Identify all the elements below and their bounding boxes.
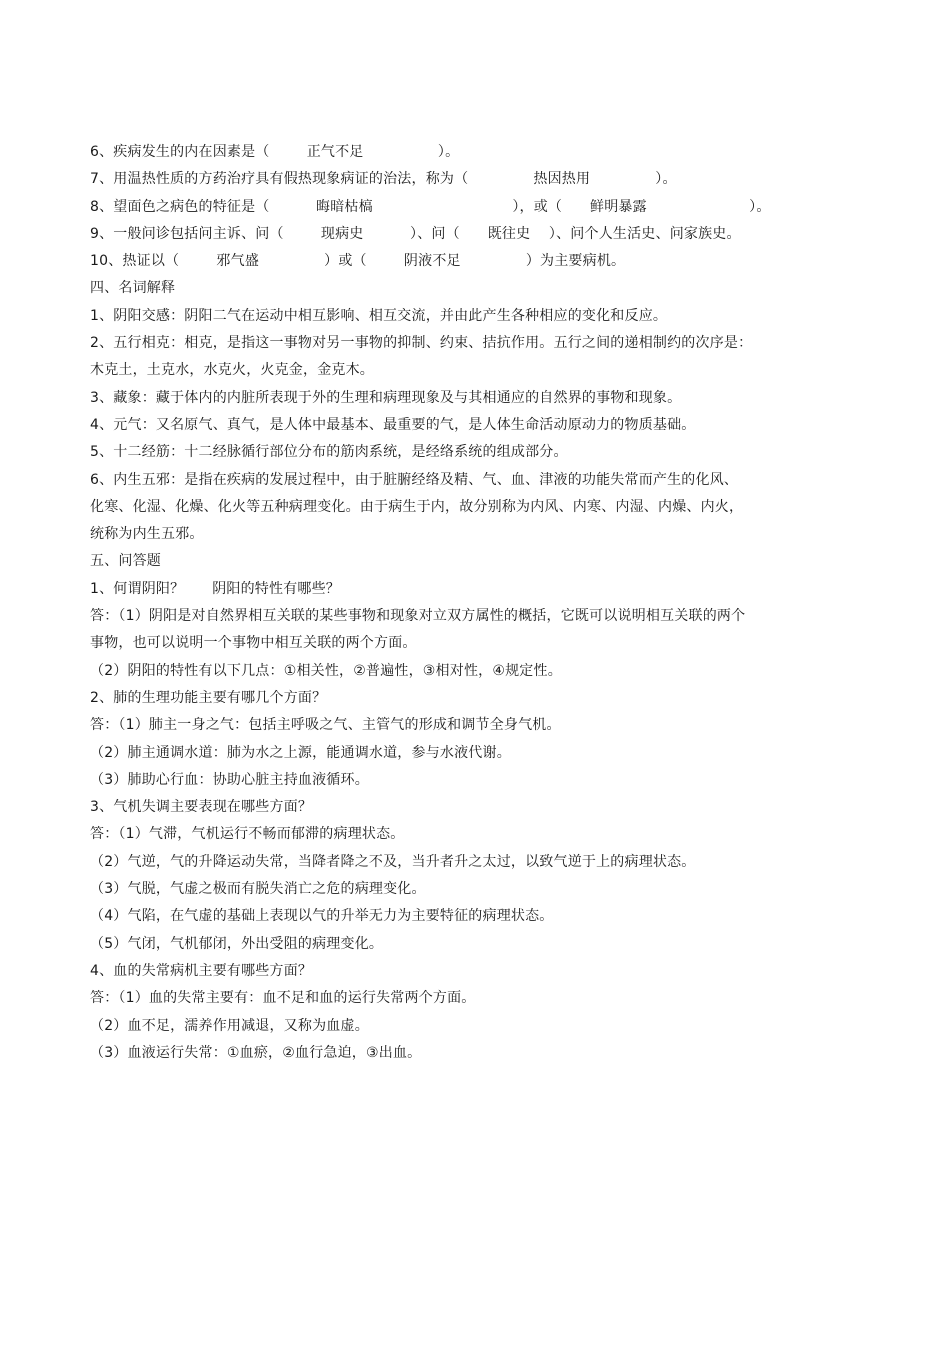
- answer-line: （5）气闭，气机郁闭，外出受阻的病理变化。: [90, 935, 384, 952]
- question-line: 4、血的失常病机主要有哪些方面？: [90, 962, 313, 979]
- definition-line: 木克土，土克水，水克火，火克金，金克木。: [90, 362, 374, 379]
- answer-line: （4）气陷，在气虚的基础上表现以气的升举无力为主要特征的病理状态。: [90, 908, 554, 925]
- qa-section: [90, 548, 890, 1067]
- answer-line: 答：（1）肺主一身之气：包括主呼吸之气、主管气的形成和调节全身气机。: [90, 717, 561, 734]
- answer-line: （2）阴阳的特性有以下几点：①相关性，②普遍性，③相对性，④规定性。: [90, 662, 562, 679]
- fill-blank-item-6: 6、疾病发生的内在因素是（ 正气不足 ）。: [90, 144, 460, 160]
- answer-line: 事物，也可以说明一个事物中相互关联的两个方面。: [90, 635, 417, 652]
- answer-line: （2）肺主通调水道：肺为水之上源，能通调水道，参与水液代谢。: [90, 744, 511, 761]
- answer-line: （3）气脱，气虚之极而有脱失消亡之危的病理变化。: [90, 881, 426, 898]
- document-page: [90, 139, 890, 1067]
- definition-line: 1、阴阳交感：阴阳二气在运动中相互影响、相互交流，并由此产生各种相应的变化和反应。: [90, 307, 668, 324]
- definition-line: 4、元气：又名原气、真气，是人体中最基本、最重要的气，是人体生命活动原动力的物质基础。: [90, 416, 696, 433]
- fill-blank-item-7: 7、用温热性质的方药治疗具有假热现象病证的治法，称为（ 热因热用 ）。: [90, 171, 677, 188]
- section-heading: 四、名词解释: [90, 280, 176, 297]
- answer-line: 答：（1）气滞，气机运行不畅而郁滞的病理状态。: [90, 826, 405, 843]
- definition-line: 统称为内生五邪。: [90, 526, 204, 543]
- term-definitions-section: [90, 275, 890, 548]
- question-line: 2、肺的生理功能主要有哪几个方面？: [90, 689, 327, 706]
- answer-line: 答：（1）血的失常主要有：血不足和血的运行失常两个方面。: [90, 990, 476, 1007]
- question-line: 1、何谓阴阳？ 阴阳的特性有哪些？: [90, 580, 341, 597]
- definition-line: 5、十二经筋：十二经脉循行部位分布的筋肉系统，是经络系统的组成部分。: [90, 444, 568, 461]
- fill-blank-section: [90, 139, 890, 275]
- answer-line: （3）血液运行失常：①血瘀，②血行急迫，③出血。: [90, 1044, 422, 1061]
- section-heading: 五、问答题: [90, 553, 161, 570]
- question-line: 3、气机失调主要表现在哪些方面？: [90, 799, 313, 816]
- answer-line: 答：（1）阴阳是对自然界相互关联的某些事物和现象对立双方属性的概括，它既可以说明相互关联的两个: [90, 608, 746, 625]
- answer-line: （2）血不足，濡养作用减退，又称为血虚。: [90, 1017, 369, 1034]
- fill-blank-item-10: 10、热证以（ 邪气盛 ）或（ 阴液不足 ）为主要病机。: [90, 253, 626, 270]
- definition-line: 化寒、化湿、化燥、化火等五种病理变化。由于病生于内，故分别称为内风、内寒、内湿、内燥、内火，: [90, 498, 744, 515]
- definition-line: 2、五行相克：相克，是指这一事物对另一事物的抑制、约束、拮抗作用。五行之间的递相制约的次序是：: [90, 335, 753, 352]
- fill-blank-item-8: 8、望面色之病色的特征是（ 晦暗枯槁 ），或（ 鲜明暴露 ）。: [90, 198, 771, 215]
- definition-line: 3、藏象：藏于体内的内脏所表现于外的生理和病理现象及与其相通应的自然界的事物和现象。: [90, 389, 682, 406]
- definition-line: 6、内生五邪：是指在疾病的发展过程中，由于脏腑经络及精、气、血、津液的功能失常而产生的化风、: [90, 471, 739, 488]
- answer-line: （3）肺助心行血：协助心脏主持血液循环。: [90, 771, 369, 788]
- answer-line: （2）气逆，气的升降运动失常，当降者降之不及，当升者升之太过，以致气逆于上的病理状态。: [90, 853, 696, 870]
- fill-blank-item-9: 9、一般问诊包括问主诉、问（ 现病史 ）、问（ 既往史 ）、问个人生活史、问家族史。: [90, 225, 741, 242]
